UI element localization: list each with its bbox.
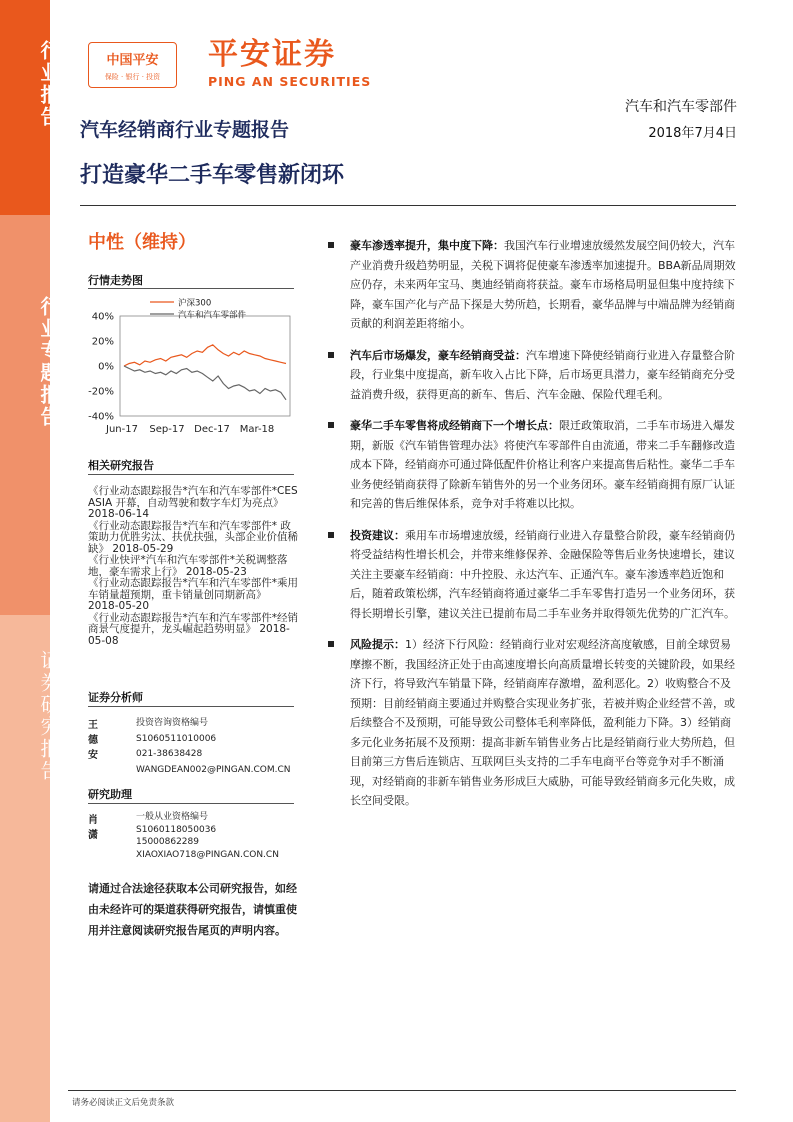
key-point-text: 1）经济下行风险：经销商行业对宏观经济高度敏感，目前全球贸易摩擦不断，我国经济正处于由高速度增长向高质量增长转变的关键阶段，如果经济下行，将导致汽车销量下降，经销商库存激增，盈利恶化。2）收购整合不及预期：目前经销商主要通过并购整合实现业务扩张，若被并购企业经营不善，或后续整合不及预期，可能导致公司整体毛利率降低，盈利能力下降。3）经销商多元化业务拓展不及预期：提高非新车销售业务占比是经销商行业大势所趋，但目前第三方售后连锁店、互联网巨头支持的二手车电商平台等竞争对手不断涌现，对经销商的非新车销售业务形成巨大威胁，可能导致经销商多元化失败，成长空间受限。 <box>350 638 735 807</box>
key-point-text: 我国汽车行业增速放缓然发展空间仍较大，汽车产业消费升级趋势明显，关税下调将促使豪车渗透率加速提升。BBA新品周期效应仍存，未来两年宝马、奥迪经销商将获益。豪车市场格局明显但集中度持续下降，豪车国产化与产品下探是大势所趋，长期看，豪华品牌与中端品牌为经销商贡献的利润差距将缩小。 <box>350 239 736 330</box>
side-label-securities-research: 证券研究报告 <box>37 650 61 782</box>
key-point-item <box>328 526 738 624</box>
assistant-name: 肖潇 <box>88 815 98 841</box>
assistant-info <box>136 811 279 861</box>
key-point-text: 汽车增速下降使经销商行业进入存量整合阶段，行业集中度提高，新车收入占比下降，后市场更具潜力，豪车经销商充分受益消费升级，获得更高的新车、售后、汽车金融、保险代理毛利。 <box>350 348 735 401</box>
analyst-line: S1060511010006 <box>136 733 217 744</box>
pingan-securities-logo <box>208 38 371 89</box>
analyst-line: WANGDEAN002@PINGAN.COM.CN <box>136 764 291 775</box>
related-report-item: 《行业动态跟踪报告*汽车和汽车零部件*经销商景气度提升，龙头崛起趋势明显》 2018-05-08 <box>88 611 298 647</box>
analyst-info <box>136 716 291 778</box>
chart-section-title: 行情走势图 <box>88 274 143 287</box>
page-title: 打造豪华二手车零售新闭环 <box>80 163 345 188</box>
y-tick-label: 0% <box>98 361 114 373</box>
china-pingan-logo <box>88 42 177 88</box>
analyst-line: 021-38638428 <box>136 749 203 759</box>
key-point-heading: 豪华二手车零售将成经销商下一个增长点： <box>350 419 559 432</box>
assistant-line: 一般从业资格编号 <box>136 812 209 822</box>
key-point-item <box>328 635 738 811</box>
key-point-heading: 豪车渗透率提升，集中度下降： <box>350 239 504 252</box>
assistant-section-title: 研究助理 <box>88 788 132 801</box>
side-bar <box>0 0 61 1122</box>
key-point-text: 限迁政策取消，二手车市场进入爆发期，新版《汽车销售管理办法》将使汽车零部件自由流通，带来二手车翻修改造成本下降，经销商亦可通过降低配件价格让利客户来提高售后粘性。豪华二手车业务使经销商获得了除新车销售外的另一个业务闭环。豪车经销商拥有原厂认证和完善的售后维保体系，竞争对手将难以比拟。 <box>350 419 735 510</box>
legend-label-1: 汽车和汽车零部件 <box>178 310 247 321</box>
logo-left-sub: 保险 · 银行 · 投资 <box>104 73 161 81</box>
assistant-line: XIAOXIAO718@PINGAN.CON.CN <box>136 849 279 860</box>
key-points <box>328 236 738 823</box>
related-report-item: 《行业快评*汽车和汽车零部件*关税调整落地，豪车需求上行》 2018-05-23 <box>88 554 288 578</box>
x-tick-label: Jun-17 <box>106 424 138 435</box>
key-point-item <box>328 236 738 334</box>
key-point-text: 乘用车市场增速放缓，经销商行业进入存量整合阶段，豪车经销商仍将受益结构性增长机会，并带来维修保养、金融保险等售后业务快速增长，建议关注主要豪车经销商：中升控股、永达汽车、正通汽车。豪车渗透率趋近饱和后，随着政策松绑，汽车经销商将通过豪华二手车零售打造另一个业务闭环，获得长期增长引擎，建议关注已提前布局二手车业务并取得领先优势的广汇汽车。 <box>350 528 735 620</box>
bullet-square-icon <box>328 422 334 428</box>
logo-left-main: 中国平安 <box>106 53 159 68</box>
y-tick-label: 40% <box>91 311 114 323</box>
side-label-industry-report: 行业报告 <box>37 40 61 128</box>
logo-right-main: 平安证券 <box>208 37 336 72</box>
legend-label-0: 沪深300 <box>178 298 212 309</box>
x-tick-label: Dec-17 <box>194 424 230 435</box>
series-line-0 <box>124 345 286 366</box>
bullet-square-icon <box>328 641 334 647</box>
related-reports-title: 相关研究报告 <box>88 459 154 472</box>
assistant-divider <box>88 803 294 804</box>
key-point-item <box>328 346 738 405</box>
y-tick-label: -40% <box>88 411 114 423</box>
analyst-section-title: 证券分析师 <box>88 691 143 704</box>
x-tick-label: Sep-17 <box>149 424 185 435</box>
analyst-divider <box>88 706 294 707</box>
chart-divider <box>88 288 294 289</box>
footer-divider <box>68 1090 736 1091</box>
header-divider <box>80 205 736 206</box>
bullet-square-icon <box>328 352 334 358</box>
report-type: 汽车经销商行业专题报告 <box>80 119 290 141</box>
y-tick-label: 20% <box>91 336 114 348</box>
key-point-heading: 汽车后市场爆发，豪车经销商受益： <box>350 348 526 362</box>
related-report-item: 《行业动态跟踪报告*汽车和汽车零部件*乘用车销量超预期，重卡销量创同期新高》 2018-05-20 <box>88 577 298 612</box>
key-point-heading: 风险提示： <box>350 638 405 651</box>
key-point-heading: 投资建议： <box>350 528 405 542</box>
assistant-line: 15000862289 <box>136 837 199 847</box>
side-label-special-report: 行业专题报告 <box>37 296 61 428</box>
sector-label: 汽车和汽车零部件 <box>625 99 737 115</box>
assistant-line: S1060118050036 <box>136 824 217 835</box>
analyst-name: 王德安 <box>88 720 98 761</box>
analyst-line: 投资咨询资格编号 <box>136 718 209 728</box>
x-tick-label: Mar-18 <box>239 424 275 435</box>
y-tick-label: -20% <box>88 386 114 398</box>
report-date: 2018年7月4日 <box>648 126 737 141</box>
logo-right-sub: PING AN SECURITIES <box>208 74 372 89</box>
related-report-item: 《行业动态跟踪报告*汽车和汽车零部件* 政策助力优胜劣汰、扶优扶强，头部企业价值稀缺》 2018-05-29 <box>88 519 298 555</box>
bullet-square-icon <box>328 532 334 538</box>
related-reports-divider <box>88 474 294 475</box>
chart-frame <box>120 316 290 416</box>
related-reports-list <box>88 486 298 647</box>
price-trend-chart <box>78 290 300 440</box>
key-point-item <box>328 416 738 514</box>
legal-notice: 请通过合法途径获取本公司研究报告，如经由未经许可的渠道获得研究报告，请慎重使用并注意阅读研究报告尾页的声明内容。 <box>88 882 297 937</box>
rating-label: 中性（维持） <box>88 232 196 253</box>
footer-disclaimer: 请务必阅读正文后免责条款 <box>72 1098 175 1108</box>
series-line-1 <box>124 366 286 400</box>
bullet-square-icon <box>328 242 334 248</box>
related-report-item: 《行业动态跟踪报告*汽车和汽车零部件*CES ASIA 开幕，自动驾驶和数字车灯为亮点》 2018-06-14 <box>88 485 298 520</box>
